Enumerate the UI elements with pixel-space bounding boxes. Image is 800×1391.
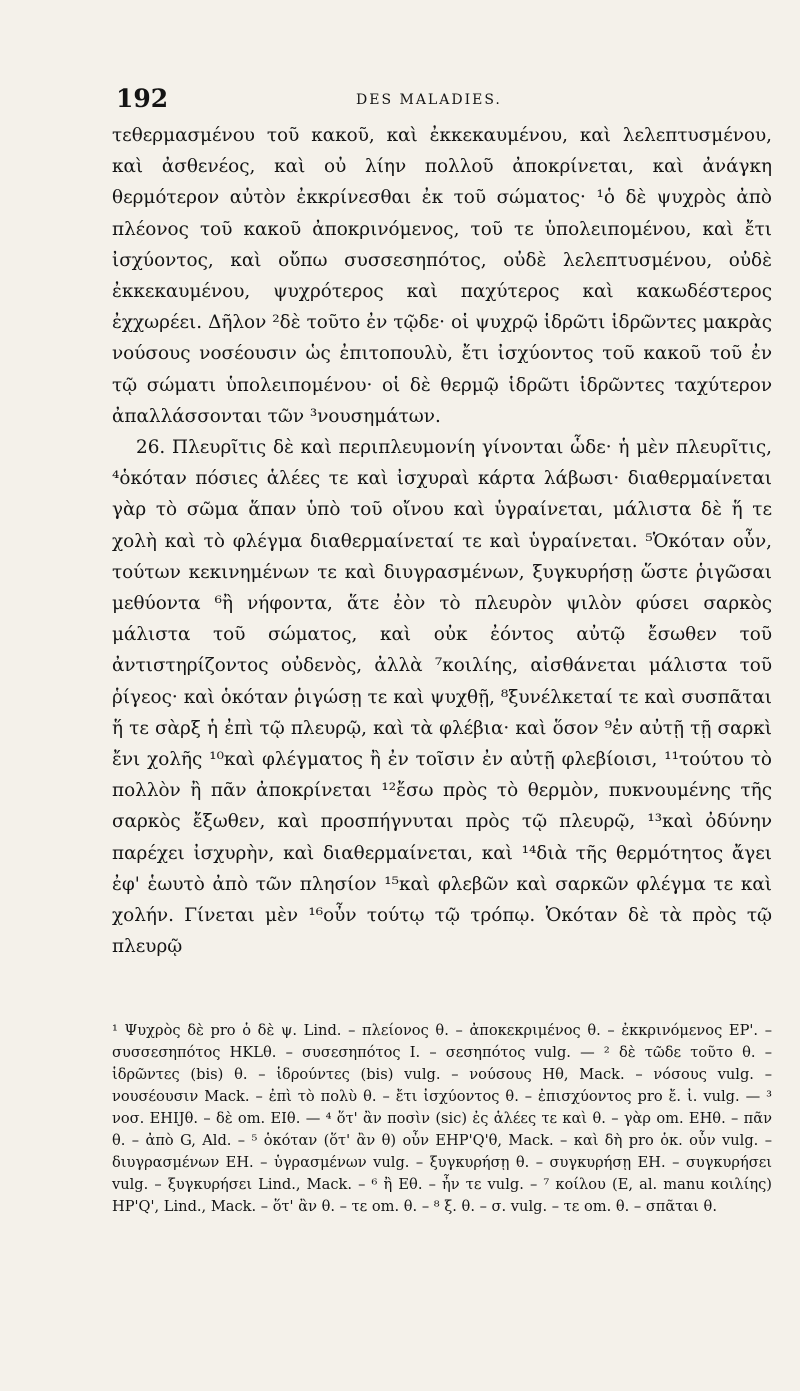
page-header — [116, 84, 766, 124]
main-text — [112, 120, 772, 962]
paragraph-1: τεθερμασμένου τοῦ κακοῦ, καὶ ἐκκεκαυμένου, καὶ λελεπτυσμένου, καὶ ἀσθενέος, καὶ οὐ λίην πολλοῦ ἀποκρίνεται, καὶ ἀνάγκη θερμότερον αὐτὸν ἐκκρίνεσθαι ἐκ τοῦ σώματος· ¹ὁ δὲ ψυχρὸς ἀπὸ πλέονος τοῦ κακοῦ ἀποκρινόμενος, τοῦ τε ὑπολειπομένου, καὶ ἔτι ἰσχύοντος, καὶ οὔπω συσσεσηπότος, οὐδὲ λελεπτυσμένου, οὐδὲ ἐκκεκαυμένου, ψυχρότερος καὶ παχύτερος καὶ κακωδέστερος ἐχχωρέει. Δῆλον ²δὲ τοῦτο ἐν τῷδε· οἱ ψυχρῷ ἱδρῶτι ἱδρῶντες μακρὰς νούσους νοσέουσιν ὡς ἐπιτοπουλὺ, ἔτι ἰσχύοντος τοῦ κακοῦ τοῦ ἐν τῷ σώματι ὑπολειπομένου· οἱ δὲ θερμῷ ἱδρῶτι ἱδρῶντες ταχύτερον ἀπαλλάσσονται τῶν ³νουσημάτων. — [112, 125, 772, 427]
running-title: DES MALADIES. — [356, 92, 502, 108]
page-number: 192 — [116, 84, 169, 113]
footnotes-text: ¹ Ψυχρὸς δὲ pro ὁ δὲ ψ. Lind. – πλείονος θ. – ἀποκεκριμένος θ. – ἐκκρινόμενος EP'. – συσσεσηπότος HKLθ. – συσεσηπότος I. – σεσηπότος vulg. — ² δὲ τῶδε τοῦτο θ. – ἱδρῶντες (bis) θ. – ἱδρούντες (bis) vulg. – νούσους Hθ, Mack. – νόσους vulg. – νουσέουσιν Mack. – ἐπὶ τὸ πολὺ θ. – ἔτι ἰσχύοντος θ. – ἐπισχύοντος pro ἔ. ἰ. vulg. — ³ νοσ. EHIJθ. – δὲ om. EIθ. — ⁴ ὅτ' ἂν ποσὶν (sic) ἐς ἁλέες τε καὶ θ. – γὰρ om. EHθ. – πᾶν θ. – ἀπὸ G, Ald. – ⁵ ὁκόταν (ὅτ' ἂν θ) οὖν EHP'Q'θ, Mack. – καὶ δὴ pro ὁκ. οὖν vulg. – διυγρασμένων EH. – ὑγρασμένων vulg. – ξυγκυρήσῃ θ. – συγκυρήσῃ EH. – συγκυρήσει vulg. – ξυγκυρήσει Lind., Mack. – ⁶ ἢ Eθ. – ἦν τε vulg. – ⁷ κοίλου (E, al. manu κοιλίης) HP'Q', Lind., Mack. – ὅτ' ἂν θ. – τε om. θ. – ⁸ ξ. θ. – σ. vulg. – τε om. θ. – σπᾶται θ. — [112, 1022, 772, 1215]
footnotes — [112, 1020, 772, 1218]
paragraph-2: 26. Πλευρῖτις δὲ καὶ περιπλευμονίη γίνονται ὧδε· ἡ μὲν πλευρῖτις, ⁴ὁκόταν πόσιες ἁλέες τε καὶ ἰσχυραὶ κάρτα λάβωσι· διαθερμαίνεται γὰρ τὸ σῶμα ἅπαν ὑπὸ τοῦ οἴνου καὶ ὑγραίνεται, μάλιστα δὲ ἥ τε χολὴ καὶ τὸ φλέγμα διαθερμαίνεταί τε καὶ ὑγραίνεται. ⁵Ὁκόταν οὖν, τούτων κεκινημένων τε καὶ διυγρασμένων, ξυγκυρήσῃ ὥστε ῥιγῶσαι μεθύοντα ⁶ἢ νήφοντα, ἅτε ἐὸν τὸ πλευρὸν ψιλὸν φύσει σαρκὸς μάλιστα τοῦ σώματος, καὶ οὐκ ἐόντος αὐτῷ ἔσωθεν τοῦ ἀντιστηρίζοντος οὐδενὸς, ἀλλὰ ⁷κοιλίης, αἰσθάνεται μάλιστα τοῦ ῥίγεος· καὶ ὁκόταν ῥιγώσῃ τε καὶ ψυχθῇ, ⁸ξυνέλκεταί τε καὶ συσπᾶται ἥ τε σὰρξ ἡ ἐπὶ τῷ πλευρῷ, καὶ τὰ φλέβια· καὶ ὅσον ⁹ἐν αὐτῇ τῇ σαρκὶ ἔνι χολῆς ¹⁰καὶ φλέγματος ἢ ἐν τοῖσιν ἐν αὐτῇ φλεβίοισι, ¹¹τούτου τὸ πολλὸν ἢ πᾶν ἀποκρίνεται ¹²ἔσω πρὸς τὸ θερμὸν, πυκνουμένης τῆς σαρκὸς ἔξωθεν, καὶ προσπήγνυται πρὸς τῷ πλευρῷ, ¹³καὶ ὀδύνην παρέχει ἰσχυρὴν, καὶ διαθερμαίνεται, καὶ ¹⁴διὰ τῆς θερμότητος ἄγει ἐφ' ἑωυτὸ ἀπὸ τῶν πλησίον ¹⁵καὶ φλεβῶν καὶ σαρκῶν φλέγμα τε καὶ χολήν. Γίνεται μὲν ¹⁶οὖν τούτῳ τῷ τρόπῳ. Ὁκόταν δὲ τὰ πρὸς τῷ πλευρῷ — [112, 437, 772, 958]
